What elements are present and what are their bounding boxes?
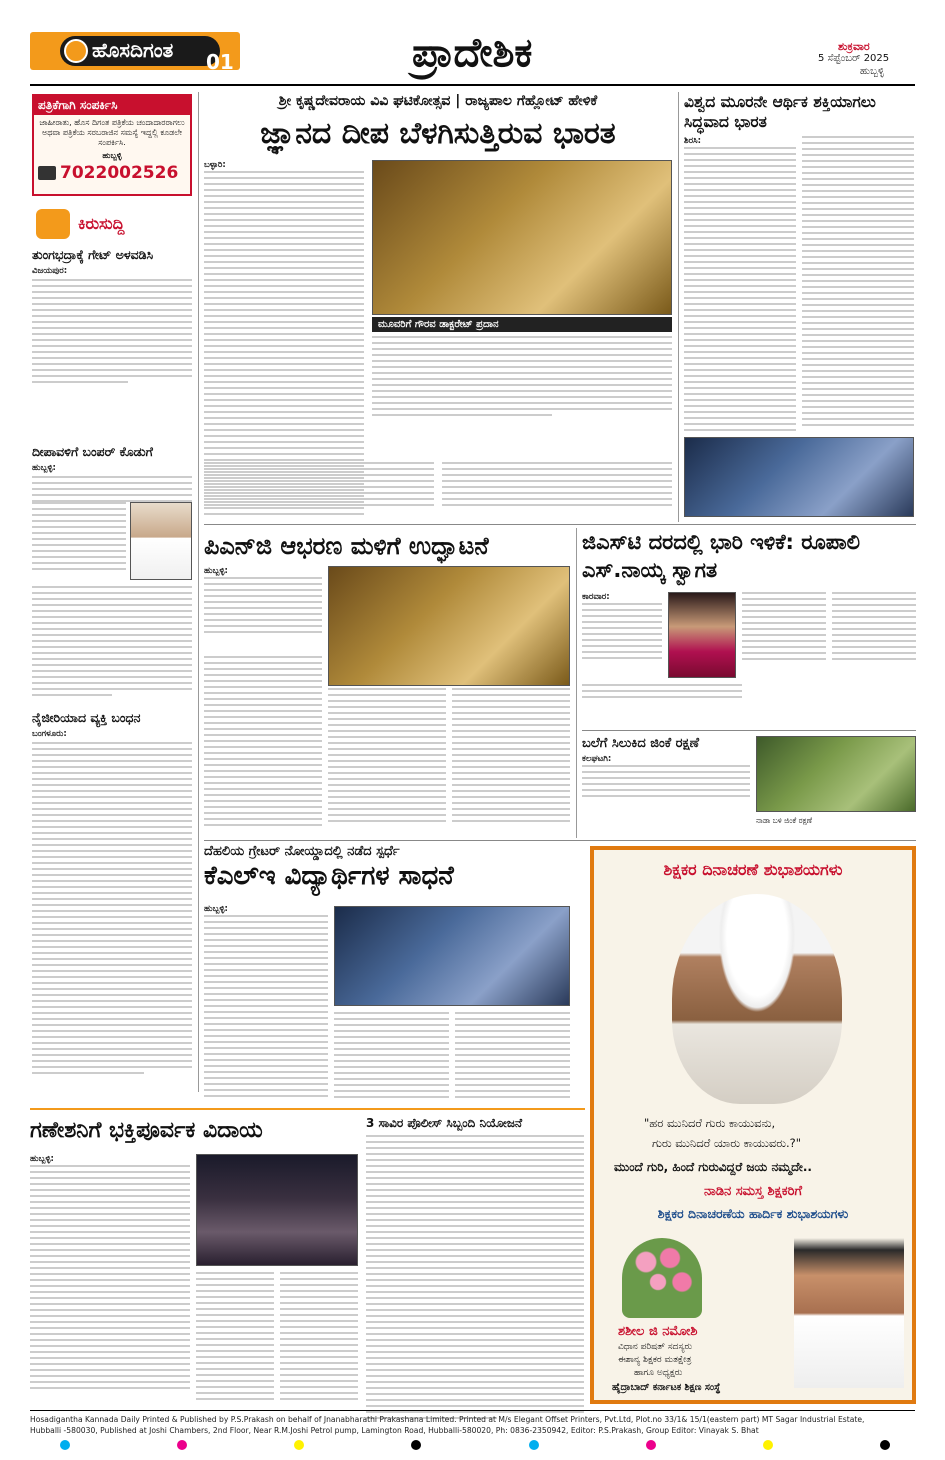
ad-org: ಹೈದ್ರಾಬಾದ್ ಕರ್ನಾಟಕ ಶಿಕ್ಷಣ ಸಂಸ್ಥೆ: [612, 1382, 721, 1393]
text-block: [32, 279, 192, 383]
story-headline: 3 ಸಾವಿರ ಪೊಲೀಸ್ ಸಿಬ್ಬಂದಿ ನಿಯೋಜನೆ: [366, 1116, 523, 1130]
students-photo: [334, 906, 570, 1006]
brief-lead: ಹುಬ್ಬಳ್ಳಿ:: [32, 463, 56, 473]
story-text: [366, 1135, 584, 1419]
convocation-photo: [372, 160, 672, 315]
teachers-day-ad: [590, 846, 916, 1404]
story-text: [204, 566, 322, 637]
ad-wish-2: ಶಿಕ್ಷಕರ ದಿನಾಚರಣೆಯ ಹಾರ್ದಿಕ ಶುಭಾಶಯಗಳು: [657, 1206, 849, 1221]
ad-role-1: ವಿಧಾನ ಪರಿಷತ್ ಸದಸ್ಯರು: [618, 1342, 693, 1352]
ad-name: ಶಶೀಲ ಜಿ ನಮೋಶಿ: [618, 1324, 698, 1339]
brief-title: ನೈಜೀರಿಯಾದ ವ್ಯಕ್ತಿ ಬಂಧನ: [32, 710, 141, 725]
portrait-photo: [668, 592, 736, 678]
person-photo: [130, 502, 192, 580]
lead-text-col-2: [372, 336, 672, 420]
story-ganesha: [30, 1114, 358, 1404]
left-column-divider: [198, 92, 199, 1092]
horizontal-divider-4: [30, 1108, 585, 1110]
text-block: [32, 476, 192, 502]
photo-caption: ಮೂವರಿಗೆ ಗೌರವ ಡಾಕ್ಟರೇಟ್ ಪ್ರದಾನ: [372, 317, 672, 332]
masthead-rule: [30, 84, 915, 86]
footer-line-1: Hosadigantha Kannada Daily Printed & Published by P.S.Prakash on behalf of Jnanabharathi Prakashana Limited. Printed at M/s Elegant Offset Printers, Pvt.Ltd, Plot.no 33/1& 15/1(eastern part) MT Sagar Industrial Estate,: [30, 1415, 865, 1424]
date-day: ಶುಕ್ರವಾರ: [838, 40, 870, 53]
center-divider-2: [576, 528, 577, 838]
portrait-photo: [672, 894, 842, 1104]
brief-lead: ವಿಜಯಪುರ:: [32, 266, 68, 276]
page-number: 01: [206, 50, 234, 74]
lead-story: [204, 90, 672, 518]
story-headline: ವಿಶ್ವದ ಮೂರನೇ ಆರ್ಥಿಕ ಶಕ್ತಿಯಾಗಲು ಸಿದ್ಧವಾದ ಭಾರತ: [684, 93, 876, 131]
date-city: ಹುಬ್ಬಳ್ಳಿ: [860, 66, 885, 77]
horizontal-divider-2: [582, 730, 916, 731]
story-dateline: ಕಾರವಾರ:: [582, 592, 610, 602]
hand-icon: [36, 209, 70, 239]
brief-lead: ಬಂಗಳೂರು:: [32, 729, 67, 739]
contact-sub: ಹುಬ್ಬಳ್ಳಿ: [102, 151, 122, 160]
horizontal-divider-3: [204, 840, 916, 841]
brief-title: ತುಂಗಭದ್ರಾಕ್ಕೆ ಗೇಟ್ ಅಳವಡಿಸಿ: [32, 247, 154, 262]
lead-headline: ಜ್ಞಾನದ ದೀಪ ಬೆಳಗಿಸುತ್ತಿರುವ ಭಾರತ: [260, 116, 616, 151]
contact-box: [32, 94, 192, 196]
photo-caption: ನಾಡಾ ಬಳಿ ಜಿಂಕೆ ರಕ್ಷಣೆ: [756, 816, 813, 825]
lead-dateline: ಬಳ್ಳಾರಿ:: [204, 160, 226, 170]
masthead: [0, 0, 945, 78]
lead-kicker: ಶ್ರೀ ಕೃಷ್ಣದೇವರಾಯ ವಿವಿ ಘಟಿಕೋತ್ಸವ | ರಾಜ್ಯಪಾಲ ಗೆಹ್ಲೋಟ್ ಹೇಳಿಕೆ: [278, 93, 598, 109]
ad-quote-1: "ಹರ ಮುನಿದರೆ ಗುರು ಕಾಯುವನು,: [644, 1116, 776, 1130]
story-text-3: [582, 684, 742, 702]
footer-line-2: Hubballi -580030, Published at Joshi Chambers, 2nd Floor, Near R.M.Joshi Petrol pump, Lamington Road, Hubballi-580020, Ph: 0836-2350942, Editor: P.S.Prakash, Group Editor: Vinayak S. Bhat: [30, 1426, 759, 1435]
brief-item-1: [32, 247, 192, 437]
story-headline: ಕೆಎಲ್‌ಇ ವಿದ್ಯಾರ್ಥಿಗಳ ಸಾಧನೆ: [204, 861, 454, 891]
ad-role-2: ಈಶಾನ್ಯ ಶಿಕ್ಷಕರ ಮತಕ್ಷೇತ್ರ: [618, 1355, 692, 1365]
story-text-2: [196, 1272, 358, 1404]
section-title: ಪ್ರಾದೇಶಿಕ: [412, 30, 533, 76]
horizontal-divider-1: [204, 524, 916, 525]
story-dateline: ಶಿರಸಿ:: [684, 136, 702, 146]
story-text: [204, 904, 328, 1101]
story-kicker: ದೆಹಲಿಯ ಗ್ರೇಟರ್ ನೋಯ್ಡಾದಲ್ಲಿ ನಡೆದ ಸ್ಪರ್ಧೆ: [204, 844, 400, 859]
meeting-photo: [684, 437, 914, 517]
deer-rescue-photo: [756, 736, 916, 812]
ad-wish-1: ನಾಡಿನ ಸಮಸ್ತ ಶಿಕ್ಷಕರಿಗೆ: [704, 1184, 802, 1199]
story-text: [582, 754, 750, 801]
ad-role-3: ಹಾಗೂ ಅಧ್ಯಕ್ಷರು: [634, 1368, 683, 1378]
story-deer: [582, 734, 916, 838]
story-jewellery: [204, 528, 570, 838]
story-dateline: ಹುಬ್ಬಳ್ಳಿ:: [30, 1154, 54, 1164]
brief-label: ಕಿರುಸುದ್ದಿ: [78, 214, 125, 233]
story-headline: ಬಲೆಗೆ ಸಿಲುಕಿದ ಜಿಂಕೆ ರಕ್ಷಣೆ: [582, 736, 700, 751]
story-text: [582, 592, 662, 663]
text-block: [32, 502, 126, 574]
text-block: [32, 742, 192, 1074]
ad-title: ಶಿಕ್ಷಕರ ದಿನಾಚರಣೆ ಶುಭಾಶಯಗಳು: [663, 860, 843, 879]
contact-body: ಜಾಹೀರಾತು, ಹೊಸ ದಿಗಂತ ಪತ್ರಿಕೆಯ ಚಂದಾದಾರರಾಗಲು ಅಥವಾ ಪತ್ರಿಕೆಯ ಸರಬರಾಜಿನ ಸಮಸ್ಯೆ ಇದ್ದಲ್ಲಿ ಕೂಡಲೇ ಸಂಪರ್ಕಿಸಿ.: [39, 118, 185, 147]
story-text-2: [334, 1012, 570, 1102]
story-text-2: [742, 592, 916, 664]
color-registration-marks: [60, 1440, 890, 1450]
story-economy: [684, 92, 914, 520]
brief-item-2: [32, 444, 192, 704]
contact-title: ಪತ್ರಿಕೆಗಾಗಿ ಸಂಪರ್ಕಿಸಿ: [34, 96, 190, 115]
logo-icon: [64, 39, 88, 63]
lead-text-row: [204, 462, 672, 510]
logo-text: ಹೊಸದಿಗಂತ: [92, 38, 174, 62]
sponsor-photo: [794, 1238, 904, 1388]
story-text-row: [204, 656, 570, 830]
story-dateline: ಕಲಘಟಗಿ:: [582, 754, 612, 764]
footer-rule: [30, 1410, 915, 1411]
story-headline: ಜಿಎಸ್‌ಟಿ ದರದಲ್ಲಿ ಭಾರಿ ಇಳಿಕೆ: ರೂಪಾಲಿ ಎಸ್.ನಾಯ್ಕ ಸ್ವಾಗತ: [582, 530, 861, 582]
date-text: 5 ಸೆಪ್ಟೆಂಬರ್ 2025: [818, 53, 890, 64]
text-block: [32, 586, 192, 700]
footer-imprint: [30, 1414, 915, 1436]
center-divider: [678, 92, 679, 522]
contact-phone: 7022002526: [60, 163, 179, 183]
ad-quote-3: ಮುಂದೆ ಗುರಿ, ಹಿಂದೆ ಗುರುವಿದ್ದರೆ ಜಯ ನಮ್ಮದೇ..: [614, 1160, 812, 1174]
flower-bouquet: [622, 1238, 702, 1318]
brief-title: ದೀಪಾವಳಿಗೆ ಬಂಪರ್ ಕೊಡುಗೆ: [32, 444, 153, 459]
story-text: [30, 1154, 190, 1393]
story-kle: [204, 844, 570, 1106]
story-headline: ಗಣೇಶನಿಗೆ ಭಕ್ತಿಪೂರ್ವಕ ವಿದಾಯ: [30, 1118, 263, 1143]
brief-item-3: [32, 710, 192, 1090]
story-dateline: ಹುಬ್ಬಳ್ಳಿ:: [204, 566, 228, 576]
brief-label-row: [32, 205, 192, 243]
procession-photo: [196, 1154, 358, 1266]
ad-quote-2: ಗುರು ಮುನಿದರೆ ಯಾರು ಕಾಯುವರು.?": [652, 1136, 802, 1150]
story-dateline: ಹುಬ್ಬಳ್ಳಿ:: [204, 904, 228, 914]
story-gst: [582, 528, 916, 728]
phone-icon: [38, 166, 56, 180]
story-headline: ಪಿಎನ್‌ಜಿ ಆಭರಣ ಮಳಿಗೆ ಉದ್ಘಾಟನೆ: [204, 532, 489, 560]
story-police: [366, 1114, 584, 1404]
contact-phone-row: [34, 161, 190, 185]
